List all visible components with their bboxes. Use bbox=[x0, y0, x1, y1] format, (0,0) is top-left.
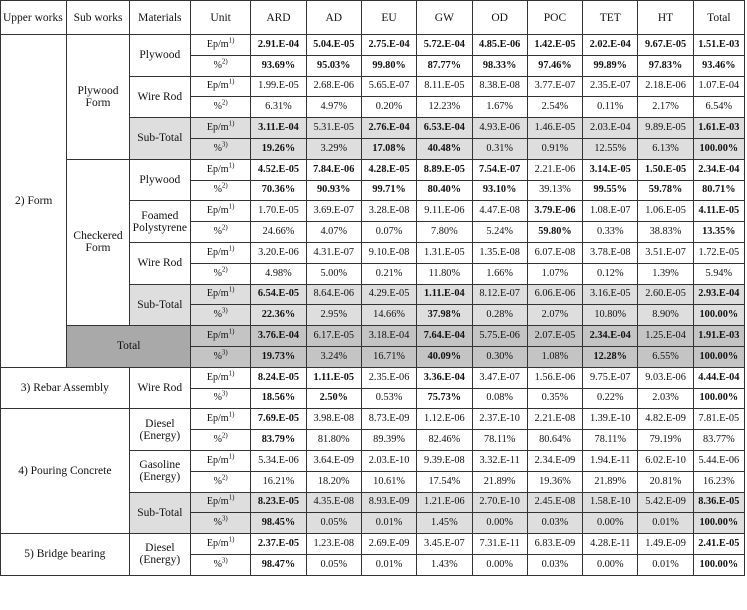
value-cell: 24.66% bbox=[251, 222, 306, 243]
value-cell: 9.75.E-07 bbox=[583, 367, 638, 388]
value-cell: 3.69.E-07 bbox=[306, 201, 361, 222]
value-cell: 1.56.E-06 bbox=[527, 367, 582, 388]
value-cell: 4.29.E-05 bbox=[361, 284, 416, 305]
value-cell: 0.28% bbox=[472, 305, 527, 326]
value-cell: 5.04.E-05 bbox=[306, 35, 361, 56]
value-cell: 4.97% bbox=[306, 97, 361, 118]
value-cell: 5.24% bbox=[472, 222, 527, 243]
value-cell: 4.28.E-11 bbox=[583, 534, 638, 555]
material-wire-rod: Wire Rod bbox=[129, 242, 190, 284]
value-cell: 9.89.E-05 bbox=[638, 118, 693, 139]
material-diesel-energy: Diesel (Energy) bbox=[129, 409, 190, 451]
value-cell: 2.03.E-10 bbox=[361, 450, 416, 471]
value-cell: 99.71% bbox=[361, 180, 416, 201]
value-cell: 1.06.E-05 bbox=[638, 201, 693, 222]
value-cell: 2.07% bbox=[527, 305, 582, 326]
value-cell: 8.89.E-05 bbox=[417, 159, 472, 180]
value-cell: 19.26% bbox=[251, 138, 306, 159]
value-cell: 2.93.E-04 bbox=[693, 284, 744, 305]
value-cell: 0.12% bbox=[583, 263, 638, 284]
unit-cell: %$^{3)}$ bbox=[191, 346, 251, 367]
value-cell: 7.84.E-06 bbox=[306, 159, 361, 180]
value-cell: 2.95% bbox=[306, 305, 361, 326]
value-cell: 4.98% bbox=[251, 263, 306, 284]
value-cell: 98.47% bbox=[251, 554, 306, 575]
value-cell: 83.79% bbox=[251, 430, 306, 451]
value-cell: 81.80% bbox=[306, 430, 361, 451]
value-cell: 2.02.E-04 bbox=[583, 35, 638, 56]
value-cell: 9.10.E-08 bbox=[361, 242, 416, 263]
unit-cell: $Ep/m^{1)}$ bbox=[191, 76, 251, 97]
unit-cell: %$^{3)}$ bbox=[191, 554, 251, 575]
value-cell: 0.00% bbox=[472, 554, 527, 575]
header-unit: Unit bbox=[191, 1, 251, 35]
value-cell: 4.85.E-06 bbox=[472, 35, 527, 56]
value-cell: 8.11.E-05 bbox=[417, 76, 472, 97]
value-cell: 4.31.E-07 bbox=[306, 242, 361, 263]
value-cell: 3.11.E-04 bbox=[251, 118, 306, 139]
upper-works-rebar-assembly: 3) Rebar Assembly bbox=[1, 367, 130, 409]
value-cell: 4.82.E-09 bbox=[638, 409, 693, 430]
value-cell: 2.18.E-06 bbox=[638, 76, 693, 97]
value-cell: 3.77.E-07 bbox=[527, 76, 582, 97]
value-cell: 99.80% bbox=[361, 55, 416, 76]
value-cell: 1.46.E-05 bbox=[527, 118, 582, 139]
value-cell: 18.56% bbox=[251, 388, 306, 409]
unit-cell: %$^{2)}$ bbox=[191, 471, 251, 492]
value-cell: 1.11.E-04 bbox=[417, 284, 472, 305]
value-cell: 1.50.E-05 bbox=[638, 159, 693, 180]
header-upper-works: Upper works bbox=[1, 1, 67, 35]
material-diesel-energy: Diesel (Energy) bbox=[129, 534, 190, 576]
value-cell: 1.21.E-06 bbox=[417, 492, 472, 513]
value-cell: 4.52.E-05 bbox=[251, 159, 306, 180]
value-cell: 3.51.E-07 bbox=[638, 242, 693, 263]
unit-cell: $Ep/m^{1)}$ bbox=[191, 492, 251, 513]
value-cell: 6.55% bbox=[638, 346, 693, 367]
value-cell: 5.42.E-09 bbox=[638, 492, 693, 513]
unit-cell: %$^{2)}$ bbox=[191, 263, 251, 284]
value-cell: 8.23.E-05 bbox=[251, 492, 306, 513]
value-cell: 7.81.E-05 bbox=[693, 409, 744, 430]
value-cell: 0.07% bbox=[361, 222, 416, 243]
value-cell: 3.47.E-07 bbox=[472, 367, 527, 388]
value-cell: 1.11.E-05 bbox=[306, 367, 361, 388]
header-materials: Materials bbox=[129, 1, 190, 35]
unit-cell: $Ep/m^{1)}$ bbox=[191, 450, 251, 471]
value-cell: 3.98.E-08 bbox=[306, 409, 361, 430]
header-tet: TET bbox=[583, 1, 638, 35]
table-row bbox=[1, 367, 745, 388]
unit-cell: %$^{3)}$ bbox=[191, 138, 251, 159]
value-cell: 1.39.E-10 bbox=[583, 409, 638, 430]
value-cell: 6.17.E-05 bbox=[306, 326, 361, 347]
table-row bbox=[1, 409, 745, 430]
value-cell: 4.44.E-04 bbox=[693, 367, 744, 388]
value-cell: 1.94.E-11 bbox=[583, 450, 638, 471]
sub-works-checkered-form: Checkered Form bbox=[67, 159, 129, 325]
value-cell: 2.50% bbox=[306, 388, 361, 409]
value-cell: 97.46% bbox=[527, 55, 582, 76]
material-plywood: Plywood bbox=[129, 35, 190, 77]
value-cell: 4.28.E-05 bbox=[361, 159, 416, 180]
value-cell: 1.72.E-05 bbox=[693, 242, 744, 263]
value-cell: 12.28% bbox=[583, 346, 638, 367]
value-cell: 5.75.E-06 bbox=[472, 326, 527, 347]
value-cell: 0.03% bbox=[527, 513, 582, 534]
unit-cell: $Ep/m^{1)}$ bbox=[191, 326, 251, 347]
value-cell: 70.36% bbox=[251, 180, 306, 201]
value-cell: 7.54.E-07 bbox=[472, 159, 527, 180]
value-cell: 89.39% bbox=[361, 430, 416, 451]
value-cell: 6.54.E-05 bbox=[251, 284, 306, 305]
header-total: Total bbox=[693, 1, 744, 35]
value-cell: 2.37.E-05 bbox=[251, 534, 306, 555]
value-cell: 59.78% bbox=[638, 180, 693, 201]
value-cell: 100.00% bbox=[693, 554, 744, 575]
value-cell: 3.24% bbox=[306, 346, 361, 367]
value-cell: 80.64% bbox=[527, 430, 582, 451]
value-cell: 2.45.E-08 bbox=[527, 492, 582, 513]
value-cell: 98.45% bbox=[251, 513, 306, 534]
value-cell: 100.00% bbox=[693, 346, 744, 367]
value-cell: 95.03% bbox=[306, 55, 361, 76]
material-wire-rod: Wire Rod bbox=[129, 367, 190, 409]
value-cell: 7.80% bbox=[417, 222, 472, 243]
value-cell: 0.11% bbox=[583, 97, 638, 118]
value-cell: 4.47.E-08 bbox=[472, 201, 527, 222]
value-cell: 21.89% bbox=[583, 471, 638, 492]
value-cell: 13.35% bbox=[693, 222, 744, 243]
value-cell: 3.20.E-06 bbox=[251, 242, 306, 263]
material-plywood: Plywood bbox=[129, 159, 190, 201]
value-cell: 4.07% bbox=[306, 222, 361, 243]
value-cell: 0.31% bbox=[472, 138, 527, 159]
value-cell: 0.01% bbox=[638, 554, 693, 575]
value-cell: 3.32.E-11 bbox=[472, 450, 527, 471]
value-cell: 79.19% bbox=[638, 430, 693, 451]
unit-cell: %$^{2)}$ bbox=[191, 55, 251, 76]
value-cell: 39.13% bbox=[527, 180, 582, 201]
value-cell: 80.71% bbox=[693, 180, 744, 201]
value-cell: 98.33% bbox=[472, 55, 527, 76]
value-cell: 9.03.E-06 bbox=[638, 367, 693, 388]
header-ard: ARD bbox=[251, 1, 306, 35]
value-cell: 19.73% bbox=[251, 346, 306, 367]
unit-cell: %$^{2)}$ bbox=[191, 222, 251, 243]
value-cell: 7.69.E-05 bbox=[251, 409, 306, 430]
value-cell: 99.55% bbox=[583, 180, 638, 201]
material-sub-total: Sub-Total bbox=[129, 492, 190, 534]
value-cell: 2.41.E-05 bbox=[693, 534, 744, 555]
value-cell: 3.78.E-08 bbox=[583, 242, 638, 263]
value-cell: 100.00% bbox=[693, 138, 744, 159]
value-cell: 3.16.E-05 bbox=[583, 284, 638, 305]
value-cell: 1.70.E-05 bbox=[251, 201, 306, 222]
value-cell: 59.80% bbox=[527, 222, 582, 243]
value-cell: 5.72.E-04 bbox=[417, 35, 472, 56]
value-cell: 1.25.E-04 bbox=[638, 326, 693, 347]
value-cell: 1.61.E-03 bbox=[693, 118, 744, 139]
value-cell: 3.18.E-04 bbox=[361, 326, 416, 347]
upper-works-bridge-bearing: 5) Bridge bearing bbox=[1, 534, 130, 576]
value-cell: 19.36% bbox=[527, 471, 582, 492]
value-cell: 1.58.E-10 bbox=[583, 492, 638, 513]
unit-cell: %$^{3)}$ bbox=[191, 513, 251, 534]
unit-cell: $Ep/m^{1)}$ bbox=[191, 409, 251, 430]
value-cell: 0.00% bbox=[583, 554, 638, 575]
value-cell: 2.91.E-04 bbox=[251, 35, 306, 56]
value-cell: 6.31% bbox=[251, 97, 306, 118]
unit-cell: %$^{2)}$ bbox=[191, 97, 251, 118]
value-cell: 1.39% bbox=[638, 263, 693, 284]
value-cell: 0.33% bbox=[583, 222, 638, 243]
value-cell: 100.00% bbox=[693, 513, 744, 534]
value-cell: 5.65.E-07 bbox=[361, 76, 416, 97]
value-cell: 4.93.E-06 bbox=[472, 118, 527, 139]
value-cell: 1.99.E-05 bbox=[251, 76, 306, 97]
value-cell: 5.94% bbox=[693, 263, 744, 284]
value-cell: 5.44.E-06 bbox=[693, 450, 744, 471]
table-row bbox=[1, 35, 745, 56]
value-cell: 0.08% bbox=[472, 388, 527, 409]
value-cell: 75.73% bbox=[417, 388, 472, 409]
material-wire-rod: Wire Rod bbox=[129, 76, 190, 118]
value-cell: 0.01% bbox=[361, 554, 416, 575]
header-ad: AD bbox=[306, 1, 361, 35]
value-cell: 3.14.E-05 bbox=[583, 159, 638, 180]
unit-cell: $Ep/m^{1)}$ bbox=[191, 284, 251, 305]
value-cell: 6.06.E-06 bbox=[527, 284, 582, 305]
value-cell: 3.76.E-04 bbox=[251, 326, 306, 347]
value-cell: 8.90% bbox=[638, 305, 693, 326]
value-cell: 0.00% bbox=[583, 513, 638, 534]
sub-works-plywood-form: Plywood Form bbox=[67, 35, 129, 160]
table-row bbox=[1, 159, 745, 180]
value-cell: 6.54% bbox=[693, 97, 744, 118]
value-cell: 9.39.E-08 bbox=[417, 450, 472, 471]
value-cell: 0.05% bbox=[306, 513, 361, 534]
value-cell: 0.30% bbox=[472, 346, 527, 367]
unit-cell: $Ep/m^{1)}$ bbox=[191, 35, 251, 56]
value-cell: 87.77% bbox=[417, 55, 472, 76]
value-cell: 0.00% bbox=[472, 513, 527, 534]
value-cell: 1.67% bbox=[472, 97, 527, 118]
value-cell: 8.38.E-08 bbox=[472, 76, 527, 97]
unit-cell: $Ep/m^{1)}$ bbox=[191, 367, 251, 388]
value-cell: 97.83% bbox=[638, 55, 693, 76]
value-cell: 80.40% bbox=[417, 180, 472, 201]
value-cell: 83.77% bbox=[693, 430, 744, 451]
value-cell: 12.55% bbox=[583, 138, 638, 159]
value-cell: 3.36.E-04 bbox=[417, 367, 472, 388]
value-cell: 1.91.E-03 bbox=[693, 326, 744, 347]
value-cell: 1.49.E-09 bbox=[638, 534, 693, 555]
value-cell: 9.11.E-06 bbox=[417, 201, 472, 222]
value-cell: 1.31.E-05 bbox=[417, 242, 472, 263]
value-cell: 7.64.E-04 bbox=[417, 326, 472, 347]
value-cell: 0.53% bbox=[361, 388, 416, 409]
value-cell: 12.23% bbox=[417, 97, 472, 118]
value-cell: 8.73.E-09 bbox=[361, 409, 416, 430]
value-cell: 99.89% bbox=[583, 55, 638, 76]
value-cell: 2.34.E-04 bbox=[583, 326, 638, 347]
value-cell: 1.12.E-06 bbox=[417, 409, 472, 430]
value-cell: 0.35% bbox=[527, 388, 582, 409]
value-cell: 2.68.E-06 bbox=[306, 76, 361, 97]
material-sub-total: Sub-Total bbox=[129, 284, 190, 326]
value-cell: 8.12.E-07 bbox=[472, 284, 527, 305]
value-cell: 1.08.E-07 bbox=[583, 201, 638, 222]
value-cell: 10.80% bbox=[583, 305, 638, 326]
value-cell: 22.36% bbox=[251, 305, 306, 326]
form-total-label: Total bbox=[67, 326, 191, 368]
upper-works-pouring-concrete: 4) Pouring Concrete bbox=[1, 409, 130, 534]
value-cell: 11.80% bbox=[417, 263, 472, 284]
value-cell: 2.03.E-04 bbox=[583, 118, 638, 139]
value-cell: 0.03% bbox=[527, 554, 582, 575]
value-cell: 38.83% bbox=[638, 222, 693, 243]
value-cell: 16.21% bbox=[251, 471, 306, 492]
value-cell: 0.01% bbox=[361, 513, 416, 534]
value-cell: 3.79.E-06 bbox=[527, 201, 582, 222]
header-gw: GW bbox=[417, 1, 472, 35]
value-cell: 2.17% bbox=[638, 97, 693, 118]
value-cell: 6.83.E-09 bbox=[527, 534, 582, 555]
value-cell: 6.07.E-08 bbox=[527, 242, 582, 263]
value-cell: 1.42.E-05 bbox=[527, 35, 582, 56]
value-cell: 5.31.E-05 bbox=[306, 118, 361, 139]
header-sub-works: Sub works bbox=[67, 1, 129, 35]
unit-cell: $Ep/m^{1)}$ bbox=[191, 159, 251, 180]
value-cell: 37.98% bbox=[417, 305, 472, 326]
value-cell: 2.21.E-08 bbox=[527, 409, 582, 430]
unit-cell: %$^{3)}$ bbox=[191, 305, 251, 326]
value-cell: 3.45.E-07 bbox=[417, 534, 472, 555]
value-cell: 8.93.E-09 bbox=[361, 492, 416, 513]
unit-cell: $Ep/m^{1)}$ bbox=[191, 534, 251, 555]
value-cell: 2.34.E-09 bbox=[527, 450, 582, 471]
value-cell: 93.10% bbox=[472, 180, 527, 201]
header-row bbox=[1, 1, 745, 35]
value-cell: 8.36.E-05 bbox=[693, 492, 744, 513]
value-cell: 100.00% bbox=[693, 388, 744, 409]
value-cell: 5.00% bbox=[306, 263, 361, 284]
value-cell: 2.35.E-06 bbox=[361, 367, 416, 388]
value-cell: 3.29% bbox=[306, 138, 361, 159]
value-cell: 2.35.E-07 bbox=[583, 76, 638, 97]
value-cell: 2.70.E-10 bbox=[472, 492, 527, 513]
table-row bbox=[1, 534, 745, 555]
value-cell: 90.93% bbox=[306, 180, 361, 201]
value-cell: 3.64.E-09 bbox=[306, 450, 361, 471]
value-cell: 2.03% bbox=[638, 388, 693, 409]
upper-works-form: 2) Form bbox=[1, 35, 67, 368]
material-sub-total: Sub-Total bbox=[129, 118, 190, 160]
value-cell: 9.67.E-05 bbox=[638, 35, 693, 56]
value-cell: 0.21% bbox=[361, 263, 416, 284]
value-cell: 8.64.E-06 bbox=[306, 284, 361, 305]
value-cell: 7.31.E-11 bbox=[472, 534, 527, 555]
value-cell: 16.23% bbox=[693, 471, 744, 492]
value-cell: 0.91% bbox=[527, 138, 582, 159]
unit-cell: $Ep/m^{1)}$ bbox=[191, 201, 251, 222]
value-cell: 1.51.E-03 bbox=[693, 35, 744, 56]
value-cell: 78.11% bbox=[472, 430, 527, 451]
value-cell: 1.07.E-04 bbox=[693, 76, 744, 97]
header-od: OD bbox=[472, 1, 527, 35]
value-cell: 17.54% bbox=[417, 471, 472, 492]
value-cell: 4.11.E-05 bbox=[693, 201, 744, 222]
value-cell: 4.35.E-08 bbox=[306, 492, 361, 513]
value-cell: 100.00% bbox=[693, 305, 744, 326]
value-cell: 3.28.E-08 bbox=[361, 201, 416, 222]
table-row bbox=[1, 326, 745, 347]
value-cell: 0.01% bbox=[638, 513, 693, 534]
value-cell: 5.34.E-06 bbox=[251, 450, 306, 471]
value-cell: 21.89% bbox=[472, 471, 527, 492]
value-cell: 2.75.E-04 bbox=[361, 35, 416, 56]
value-cell: 17.08% bbox=[361, 138, 416, 159]
value-cell: 0.20% bbox=[361, 97, 416, 118]
value-cell: 40.09% bbox=[417, 346, 472, 367]
value-cell: 6.02.E-10 bbox=[638, 450, 693, 471]
value-cell: 2.07.E-05 bbox=[527, 326, 582, 347]
value-cell: 1.66% bbox=[472, 263, 527, 284]
value-cell: 2.21.E-06 bbox=[527, 159, 582, 180]
header-ht: HT bbox=[638, 1, 693, 35]
value-cell: 78.11% bbox=[583, 430, 638, 451]
value-cell: 20.81% bbox=[638, 471, 693, 492]
value-cell: 6.13% bbox=[638, 138, 693, 159]
value-cell: 1.23.E-08 bbox=[306, 534, 361, 555]
value-cell: 1.08% bbox=[527, 346, 582, 367]
value-cell: 1.35.E-08 bbox=[472, 242, 527, 263]
unit-cell: %$^{3)}$ bbox=[191, 388, 251, 409]
value-cell: 0.05% bbox=[306, 554, 361, 575]
value-cell: 2.69.E-09 bbox=[361, 534, 416, 555]
unit-cell: $Ep/m^{1)}$ bbox=[191, 242, 251, 263]
unit-cell: %$^{2)}$ bbox=[191, 180, 251, 201]
unit-cell: %$^{2)}$ bbox=[191, 430, 251, 451]
value-cell: 18.20% bbox=[306, 471, 361, 492]
value-cell: 16.71% bbox=[361, 346, 416, 367]
value-cell: 82.46% bbox=[417, 430, 472, 451]
value-cell: 0.22% bbox=[583, 388, 638, 409]
value-cell: 40.48% bbox=[417, 138, 472, 159]
value-cell: 6.53.E-04 bbox=[417, 118, 472, 139]
value-cell: 2.54% bbox=[527, 97, 582, 118]
value-cell: 10.61% bbox=[361, 471, 416, 492]
material-foamed-polystyrene: Foamed Polystyrene bbox=[129, 201, 190, 243]
unit-cell: $Ep/m^{1)}$ bbox=[191, 118, 251, 139]
value-cell: 1.07% bbox=[527, 263, 582, 284]
value-cell: 2.37.E-10 bbox=[472, 409, 527, 430]
material-gasoline-energy: Gasoline (Energy) bbox=[129, 450, 190, 492]
value-cell: 14.66% bbox=[361, 305, 416, 326]
value-cell: 1.45% bbox=[417, 513, 472, 534]
value-cell: 2.34.E-04 bbox=[693, 159, 744, 180]
value-cell: 2.76.E-04 bbox=[361, 118, 416, 139]
header-eu: EU bbox=[361, 1, 416, 35]
value-cell: 1.43% bbox=[417, 554, 472, 575]
value-cell: 93.69% bbox=[251, 55, 306, 76]
value-cell: 93.46% bbox=[693, 55, 744, 76]
value-cell: 8.24.E-05 bbox=[251, 367, 306, 388]
value-cell: 2.60.E-05 bbox=[638, 284, 693, 305]
header-poc: POC bbox=[527, 1, 582, 35]
